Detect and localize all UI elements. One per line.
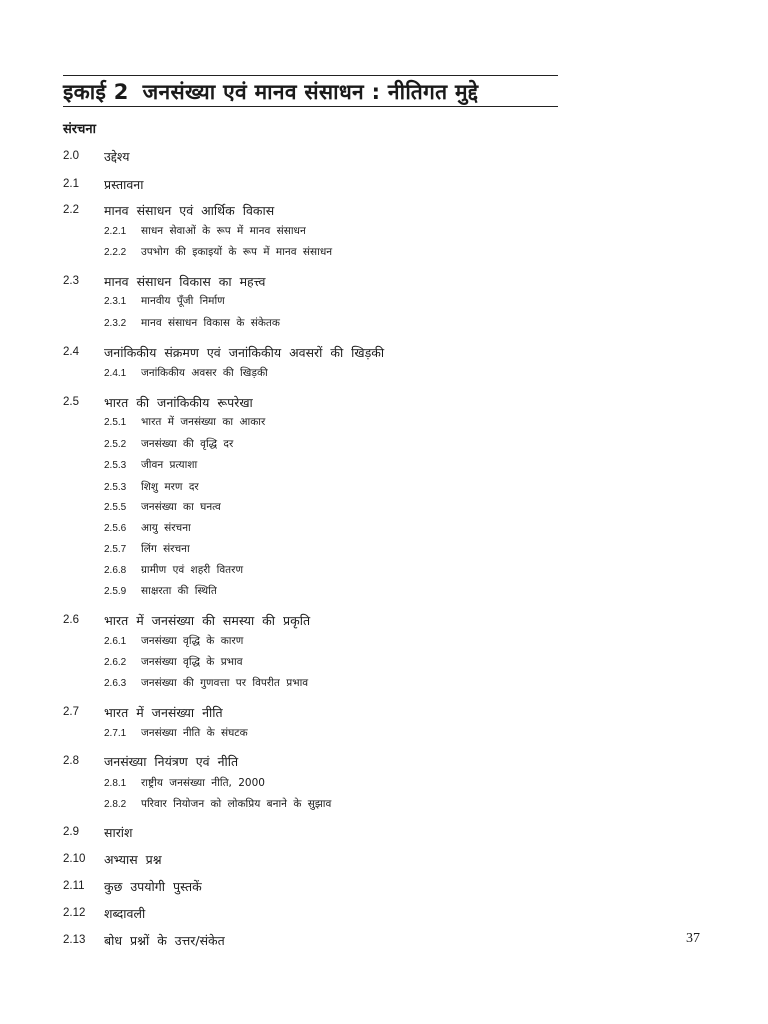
toc-title: सारांश: [104, 825, 133, 840]
toc-title: उपभोग की इकाइयों के रूप में मानव संसाधन: [141, 246, 333, 258]
toc-title: शिशु मरण दर: [141, 481, 199, 493]
toc-number: 2.6.8: [104, 565, 127, 576]
toc-number: 2.5.3: [104, 460, 127, 471]
toc-number: 2.8: [63, 755, 79, 767]
toc-title: भारत में जनसंख्या की समस्या की प्रकृति: [104, 613, 311, 628]
title-top-rule: [63, 75, 558, 76]
toc-title: अभ्यास प्रश्न: [104, 852, 162, 867]
toc-number: 2.4.1: [104, 368, 127, 379]
toc-number: 2.2: [63, 204, 79, 216]
toc-number: 2.9: [63, 826, 79, 838]
toc-number: 2.6.1: [104, 636, 127, 647]
unit-label: इकाई 2: [63, 80, 129, 104]
toc-title: जनांकिकीय अवसर की खिड़की: [141, 367, 268, 379]
toc-number: 2.12: [63, 907, 86, 919]
toc-title: कुछ उपयोगी पुस्तकें: [104, 879, 202, 894]
toc-number: 2.5: [63, 396, 79, 408]
toc-title: आयु संरचना: [141, 522, 191, 534]
toc-title: जनसंख्या की वृद्धि दर: [141, 438, 234, 450]
page-number: 37: [686, 931, 700, 946]
toc-number: 2.6: [63, 614, 79, 626]
toc-title: राष्ट्रीय जनसंख्या नीति, 2000: [141, 777, 265, 789]
toc-number: 2.5.7: [104, 544, 127, 555]
toc-number: 2.0: [63, 150, 79, 162]
toc-title: भारत की जनांकिकीय रूपरेखा: [104, 395, 253, 410]
toc-number: 2.8.1: [104, 778, 127, 789]
toc-number: 2.10: [63, 853, 86, 865]
toc-number: 2.3.1: [104, 296, 127, 307]
toc-number: 2.4: [63, 346, 79, 358]
toc-title: जनसंख्या नियंत्रण एवं नीति: [104, 754, 239, 769]
toc-title: मानव संसाधन विकास का महत्त्व: [104, 274, 266, 289]
toc-number: 2.5.3: [104, 482, 127, 493]
toc-number: 2.7.1: [104, 728, 127, 739]
toc-number: 2.13: [63, 934, 86, 946]
toc-number: 2.11: [63, 880, 85, 892]
toc-number: 2.5.1: [104, 417, 127, 428]
toc-number: 2.6.2: [104, 657, 127, 668]
unit-title: जनसंख्या एवं मानव संसाधन : नीतिगत मुद्दे: [142, 80, 479, 104]
toc-title: उद्देश्य: [104, 149, 130, 164]
structure-heading: संरचना: [63, 122, 96, 137]
toc-number: 2.5.9: [104, 586, 127, 597]
toc-number: 2.3: [63, 275, 79, 287]
toc-title: प्रस्तावना: [104, 177, 144, 192]
toc-number: 2.5.5: [104, 502, 127, 513]
toc-title: जनसंख्या नीति के संघटक: [141, 727, 248, 739]
toc-number: 2.1: [63, 178, 79, 190]
toc-number: 2.5.2: [104, 439, 127, 450]
toc-number: 2.5.6: [104, 523, 127, 534]
toc-title: साक्षरता की स्थिति: [141, 585, 217, 597]
toc-title: भारत में जनसंख्या का आकार: [141, 416, 266, 428]
toc-number: 2.2.1: [104, 226, 127, 237]
toc-title: लिंग संरचना: [141, 543, 190, 555]
toc-title: जनसंख्या का घनत्व: [141, 501, 221, 513]
page-title: [63, 78, 478, 106]
toc-title: जीवन प्रत्याशा: [141, 459, 198, 471]
toc-title: ग्रामीण एवं शहरी वितरण: [141, 564, 244, 576]
toc-number: 2.8.2: [104, 799, 127, 810]
toc-title: परिवार नियोजन को लोकप्रिय बनाने के सुझाव: [141, 798, 332, 810]
toc-number: 2.6.3: [104, 678, 127, 689]
toc-title: शब्दावली: [104, 906, 146, 921]
toc-number: 2.3.2: [104, 318, 127, 329]
toc-title: मानव संसाधन विकास के संकेतक: [141, 317, 280, 329]
toc-title: साधन सेवाओं के रूप में मानव संसाधन: [141, 225, 306, 237]
toc-title: जनसंख्या वृद्धि के प्रभाव: [141, 656, 243, 668]
toc-number: 2.2.2: [104, 247, 127, 258]
toc-number: 2.7: [63, 706, 79, 718]
toc-title: मानव संसाधन एवं आर्थिक विकास: [104, 203, 275, 218]
toc-title: भारत में जनसंख्या नीति: [104, 705, 223, 720]
toc-title: जनांकिकीय संक्रमण एवं जनांकिकीय अवसरों की खिड़की: [104, 345, 385, 360]
title-bottom-rule: [63, 106, 558, 107]
toc-title: मानवीय पूँजी निर्माण: [141, 295, 225, 307]
toc-title: जनसंख्या वृद्धि के कारण: [141, 635, 244, 647]
toc-title: बोध प्रश्नों के उत्तर/संकेत: [104, 933, 225, 948]
toc-title: जनसंख्या की गुणवत्ता पर विपरीत प्रभाव: [141, 677, 309, 689]
